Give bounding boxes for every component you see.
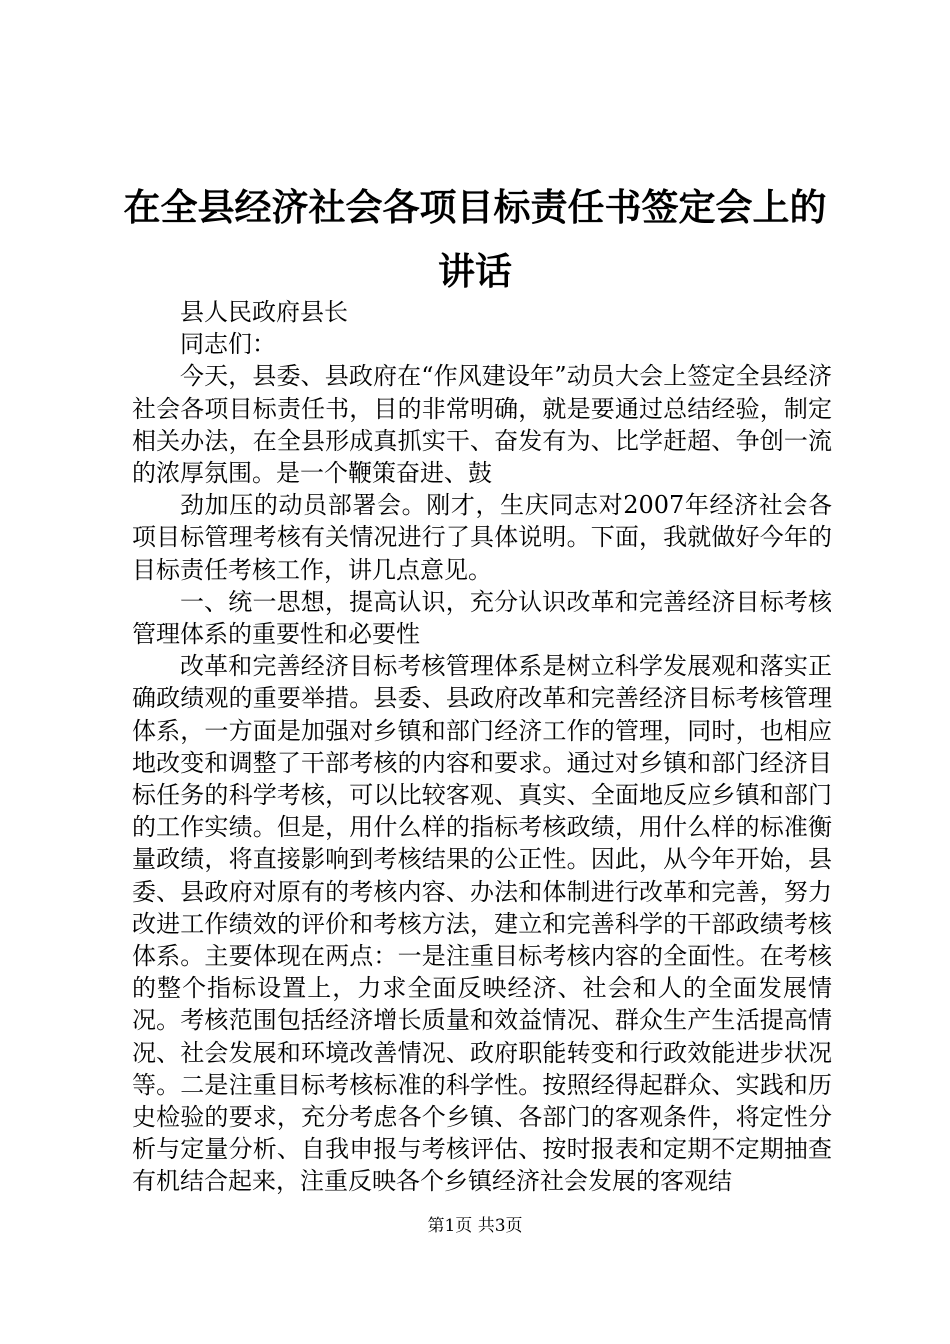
paragraph: 改革和完善经济目标考核管理体系是树立科学发展观和落实正确政绩观的重要举措。县委、县政府改革和完善经济目标考核管理体系，一方面是加强对乡镇和部门经济工作的管理，同时，也相应地改变和调整了干部考核的内容和要求。通过对乡镇和部门经济目标任务的科学考核，可以比较客观、真实、全面地反应乡镇和部门的工作实绩。但是，用什么样的指标考核政绩，用什么样的标准衡量政绩，将直接影响到考核结果的公正性。因此，从今年开始，县委、县政府对原有的考核内容、办法和体制进行改革和完善，努力改进工作绩效的评价和考核方法，建立和完善科学的干部政绩考核体系。主要体现在两点：一是注重目标考核内容的全面性。在考核的整个指标设置上，力求全面反映经济、社会和人的全面发展情况。考核范围包括经济增长质量和效益情况、群众生产生活提高情况、社会发展和环境改善情况、政府职能转变和行政效能进步状况等。二是注重目标考核标准的科学性。按照经得起群众、实践和历史检验的要求，充分考虑各个乡镇、各部门的客观条件，将定性分析与定量分析、自我申报与考核评估、按时报表和定期不定期抽查有机结合起来，注重反映各个乡镇经济社会发展的客观结: [132, 652, 832, 1196]
salutation: 同志们：: [180, 330, 276, 359]
paragraph: 劲加压的动员部署会。刚才，生庆同志对2007年经济社会各项目标管理考核有关情况进行了具体说明。下面，我就做好今年的目标责任考核工作，讲几点意见。: [132, 491, 832, 584]
page-number-footer: 第1页 共3页: [427, 1216, 523, 1236]
author-line: 县人民政府县长: [180, 298, 348, 326]
document-title: 在全县经济社会各项目标责任书签定会上的讲话: [123, 186, 827, 293]
document-body: [132, 296, 832, 1198]
paragraph: 今天，县委、县政府在“作风建设年”动员大会上签定全县经济社会各项目标责任书，目的非常明确，就是要通过总结经验，制定相关办法，在全县形成真抓实干、奋发有为、比学赶超、争创一流的浓厚氛围。是一个鞭策奋进、鼓: [132, 362, 832, 488]
section-heading: 一、统一思想，提高认识，充分认识改革和完善经济目标考核管理体系的重要性和必要性: [132, 587, 832, 649]
